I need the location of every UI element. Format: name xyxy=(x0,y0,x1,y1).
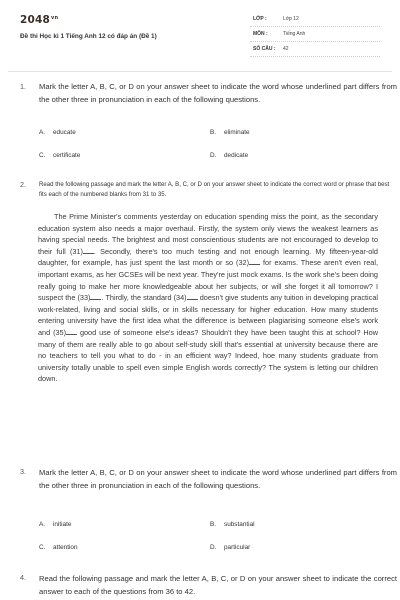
option-letter: B. xyxy=(210,521,217,528)
option-letter: A. xyxy=(39,521,46,528)
option-d[interactable] xyxy=(210,544,250,551)
option-b[interactable] xyxy=(210,129,250,136)
passage-segment: doesn't give students any tuition in developing practical work-related, living and social skills, or in skills necessary for higher education. How many students entering university have the first idea what the difference is between plagiarising someone else's work and (35) xyxy=(38,293,378,337)
blank-31[interactable] xyxy=(83,247,94,254)
option-text: initiate xyxy=(53,521,72,528)
passage-paragraph xyxy=(38,211,378,385)
option-text: eliminate xyxy=(224,129,250,136)
passage-segment: for exams. These aren't even real, important exams, as her GCSEs will be next year. They're just mock exams. Is the work she's been doing really going to make her more knowledgeable about her subjects, or will she forget it all tomorrow? I suspect the (33) xyxy=(38,258,379,303)
site-logo[interactable] xyxy=(20,14,58,26)
option-text: attention xyxy=(53,544,78,551)
passage-segment: . Secondly, there's too much testing and not enough learning. My fifteen-year-old daughter, for example, has just spent the last month or so (32) xyxy=(38,246,378,268)
question-number: 4. xyxy=(20,573,26,582)
option-letter: C. xyxy=(39,152,46,159)
option-letter: D. xyxy=(210,544,217,551)
question-text: Mark the letter A, B, C, or D on your answer sheet to indicate the word whose underlined part differs from the other three in pronunciation in each of the following questions. xyxy=(39,468,397,490)
subject-label: MÔN : xyxy=(253,31,268,37)
question-count-value: 42 xyxy=(283,46,289,52)
question-count-row xyxy=(250,44,380,57)
exam-info-box xyxy=(250,14,380,59)
option-b[interactable] xyxy=(210,521,255,528)
document-title: Đề thi Học kì 1 Tiếng Anh 12 có đáp án (Đề 1) xyxy=(20,33,157,40)
logo-text: 2048 xyxy=(20,14,51,26)
option-text: dedicate xyxy=(224,152,249,159)
page-header xyxy=(0,0,400,66)
class-row xyxy=(250,14,380,27)
blank-34[interactable] xyxy=(187,293,198,300)
logo-suffix: vn xyxy=(51,15,59,21)
option-a[interactable] xyxy=(39,521,71,528)
question-text: Read the following passage and mark the letter A, B, C, or D on your answer sheet to indicate the correct answer to each of the questions from 36 to 42. xyxy=(39,574,397,596)
class-label: LỚP : xyxy=(253,16,267,22)
passage-segment: The Prime Minister's comments yesterday on education spending miss the point, as the secondary education system also needs a major overhaul. Firstly, the system only views the weakest learners as having special needs. The brightest and most conscientious students are not encouraged to develop to their full (31) xyxy=(38,212,378,256)
class-value: Lớp 12 xyxy=(283,16,299,22)
option-d[interactable] xyxy=(210,152,248,159)
option-letter: D. xyxy=(210,152,217,159)
option-letter: C. xyxy=(39,544,46,551)
header-divider xyxy=(8,71,392,72)
passage-segment: . Thirdly, the standard (34) xyxy=(101,293,187,303)
question-number: 3. xyxy=(20,467,26,476)
reading-passage xyxy=(38,211,378,385)
blank-32[interactable] xyxy=(249,258,260,265)
subject-row xyxy=(250,29,380,42)
option-letter: A. xyxy=(39,129,46,136)
blank-35[interactable] xyxy=(66,328,77,335)
option-text: certificate xyxy=(53,152,81,159)
question-number: 1. xyxy=(20,82,26,91)
question-text: Mark the letter A, B, C, or D on your answer sheet to indicate the word whose underlined part differs from the other three in pronunciation in each of the following questions. xyxy=(39,82,397,104)
option-letter: B. xyxy=(210,129,217,136)
passage-segment: good use of someone else's ideas? Shouldn't they have been taught this at school? How many of them are really able to go about self-study skill that's essential at university because there are no teachers to tell you what to do - in an efficient way? Indeed, hoe many students graduate from university totally unable to spell even simple English words correctly? The system is letting our children down. xyxy=(38,327,378,384)
option-text: educate xyxy=(53,129,76,136)
option-text: particular xyxy=(224,544,251,551)
question-count-label: SỐ CÂU : xyxy=(253,46,276,52)
question-text: Read the following passage and mark the letter A, B, C, or D on your answer sheet to indicate the correct word or phrase that best fits each of the numbered blanks from 31 to 35. xyxy=(39,181,390,198)
blank-33[interactable] xyxy=(90,293,101,300)
option-c[interactable] xyxy=(39,544,78,551)
question-number: 2. xyxy=(20,180,26,189)
subject-value: Tiếng Anh xyxy=(283,31,306,37)
option-text: substantial xyxy=(224,521,255,528)
option-a[interactable] xyxy=(39,129,76,136)
option-c[interactable] xyxy=(39,152,80,159)
